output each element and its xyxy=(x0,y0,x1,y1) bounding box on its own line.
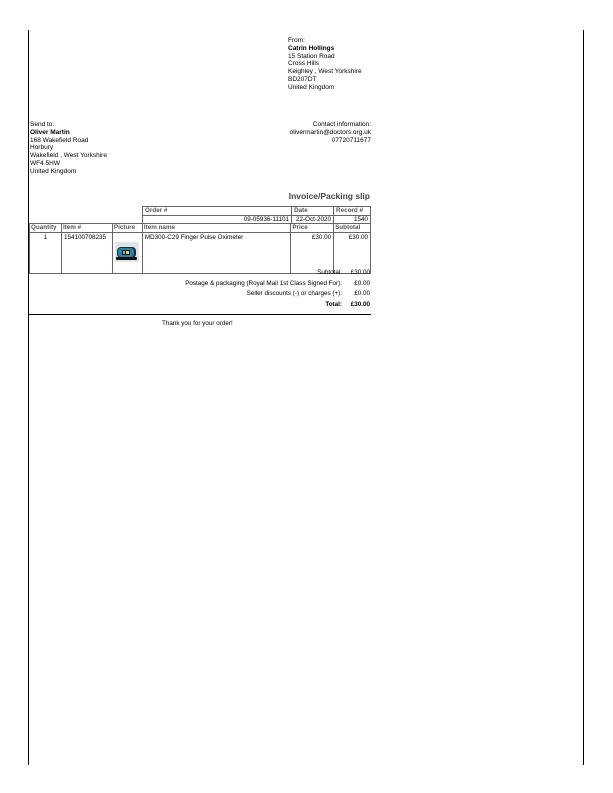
order-info-table xyxy=(142,206,371,224)
item-quantity: 1 xyxy=(30,233,62,274)
discounts-value: £0.00 xyxy=(354,290,370,298)
sender-line: United Kingdom xyxy=(288,83,335,91)
contact-email: olivermartin@doctors.org.uk xyxy=(289,128,371,136)
recipient-line: 168 Wakefield Road xyxy=(30,136,89,144)
items-header-row xyxy=(30,224,371,233)
recipient-line: Horbury xyxy=(30,144,54,152)
sender-line: BD207DT xyxy=(288,75,317,83)
order-number-value: 09-05936-11101 xyxy=(143,215,292,224)
total-label: Total: xyxy=(325,300,342,308)
document-title: Invoice/Packing slip xyxy=(288,191,370,201)
sender-line: Cross Hills xyxy=(288,60,320,68)
thank-you-message: Thank you for your order! xyxy=(162,320,233,327)
pulse-oximeter-thumbnail-icon xyxy=(115,242,139,262)
totals-section xyxy=(140,268,370,310)
item-number-header: Item # xyxy=(61,224,112,233)
contact-information xyxy=(221,121,371,144)
from-label: From: xyxy=(288,37,305,44)
sender-address xyxy=(288,37,388,92)
left-margin-line xyxy=(28,30,29,765)
send-to-label: Send to: xyxy=(30,121,55,128)
price-header: Price xyxy=(291,224,334,233)
record-value: 1540 xyxy=(334,215,371,224)
subtotal-value: £30.00 xyxy=(350,269,370,277)
subtotal-label: Subtotal: xyxy=(317,269,342,277)
item-number: 154100708235 xyxy=(61,233,112,274)
discounts-label: Seller discounts (-) or charges (+): xyxy=(246,290,342,298)
contact-label: Contact information: xyxy=(312,121,371,128)
item-picture xyxy=(112,233,142,274)
date-value: 22-Oct-2020 xyxy=(292,215,334,224)
total-value: £30.00 xyxy=(350,300,370,308)
divider xyxy=(29,314,371,315)
recipient-line: United Kingdom xyxy=(30,167,77,175)
items-table xyxy=(29,223,371,274)
postage-label: Postage & packaging (Royal Mail 1st Class Signed For): xyxy=(185,279,342,287)
subtotal-header: Subtotal xyxy=(334,224,371,233)
sender-line: Keighley , West Yorkshire xyxy=(288,68,362,76)
item-name: MD300-C29 Finger Pulse Oximeter xyxy=(142,233,290,274)
recipient-line: Wakefield , West Yorkshire xyxy=(30,152,107,160)
recipient-name: Oliver Martin xyxy=(30,128,70,136)
contact-phone: 07720711677 xyxy=(331,136,371,144)
sender-line: 15 Station Road xyxy=(288,52,335,60)
postage-value: £0.00 xyxy=(354,279,370,287)
order-number-header: Order # xyxy=(143,207,292,216)
sender-name: Catrin Hollings xyxy=(288,44,335,52)
record-header: Record # xyxy=(334,207,371,216)
item-name-header: Item name xyxy=(142,224,290,233)
recipient-line: WF4 5HW xyxy=(30,159,60,167)
item-subtotal: £30.00 xyxy=(334,233,371,274)
date-header: Date xyxy=(292,207,334,216)
recipient-address xyxy=(30,121,170,176)
picture-header: Picture xyxy=(112,224,142,233)
right-margin-line xyxy=(583,30,584,765)
quantity-header: Quantity xyxy=(30,224,62,233)
item-price: £30.00 xyxy=(291,233,334,274)
